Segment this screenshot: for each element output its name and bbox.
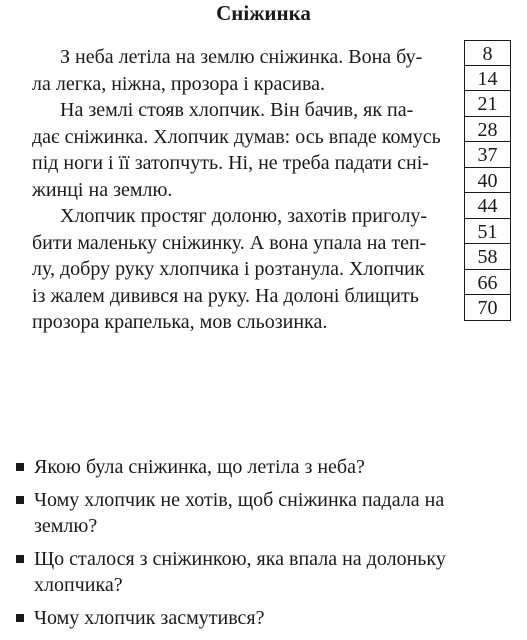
- text-line: із жалем дивився на руку. На долоні блищить: [32, 284, 419, 307]
- word-count-cell: 44: [464, 193, 511, 219]
- question-item: [16, 487, 516, 540]
- question-line: Чому хлопчик засмутився?: [34, 606, 265, 629]
- word-count-column: [464, 40, 511, 321]
- question-item: [16, 454, 516, 481]
- question-line: землю?: [34, 515, 98, 537]
- square-bullet-icon: [16, 614, 24, 622]
- word-count-cell: 66: [464, 270, 511, 296]
- question-line: Чому хлопчик не хотів, щоб сніжинка падала на: [34, 488, 445, 511]
- text-line: жинці на землю.: [32, 178, 173, 201]
- text-line: На землі стояв хлопчик. Він бачив, як па-: [60, 99, 414, 121]
- square-bullet-icon: [16, 463, 24, 471]
- question-item: [16, 605, 516, 632]
- story-text: [32, 44, 452, 336]
- text-line: під ноги і її затопчуть. Ні, не треба падати сні-: [32, 152, 429, 174]
- word-count-cell: 28: [464, 117, 511, 143]
- text-line: З неба летіла на землю сніжинка. Вона бу-: [60, 46, 423, 68]
- question-line: Що сталося з сніжинкою, яка впала на долоньку: [34, 547, 446, 570]
- word-count-cell: 58: [464, 244, 511, 270]
- question-list: [16, 454, 516, 637]
- square-bullet-icon: [16, 496, 24, 504]
- text-line: ла легка, ніжна, прозора і красива.: [32, 72, 326, 95]
- word-count-cell: 14: [464, 66, 511, 92]
- word-count-cell: 37: [464, 142, 511, 168]
- word-count-cell: 21: [464, 91, 511, 117]
- question-line: Якою була сніжинка, що летіла з неба?: [34, 456, 365, 478]
- text-line: бити маленьку сніжинку. А вона упала на теп-: [32, 231, 427, 254]
- question-line: хлопчика?: [34, 574, 123, 596]
- word-count-cell: 8: [464, 40, 511, 66]
- word-count-cell: 70: [464, 295, 511, 321]
- page-title: Сніжинка: [216, 1, 311, 25]
- square-bullet-icon: [16, 555, 24, 563]
- text-line: лу, добру руку хлопчика і розтанула. Хлопчик: [32, 258, 425, 280]
- text-line: дає сніжинка. Хлопчик думав: ось впаде комусь: [32, 125, 441, 148]
- text-line: прозора крапелька, мов сльозинка.: [32, 311, 328, 333]
- word-count-cell: 51: [464, 219, 511, 245]
- text-line: Хлопчик простяг долоню, захотів приголу-: [60, 205, 428, 227]
- question-item: [16, 546, 516, 599]
- word-count-cell: 40: [464, 168, 511, 194]
